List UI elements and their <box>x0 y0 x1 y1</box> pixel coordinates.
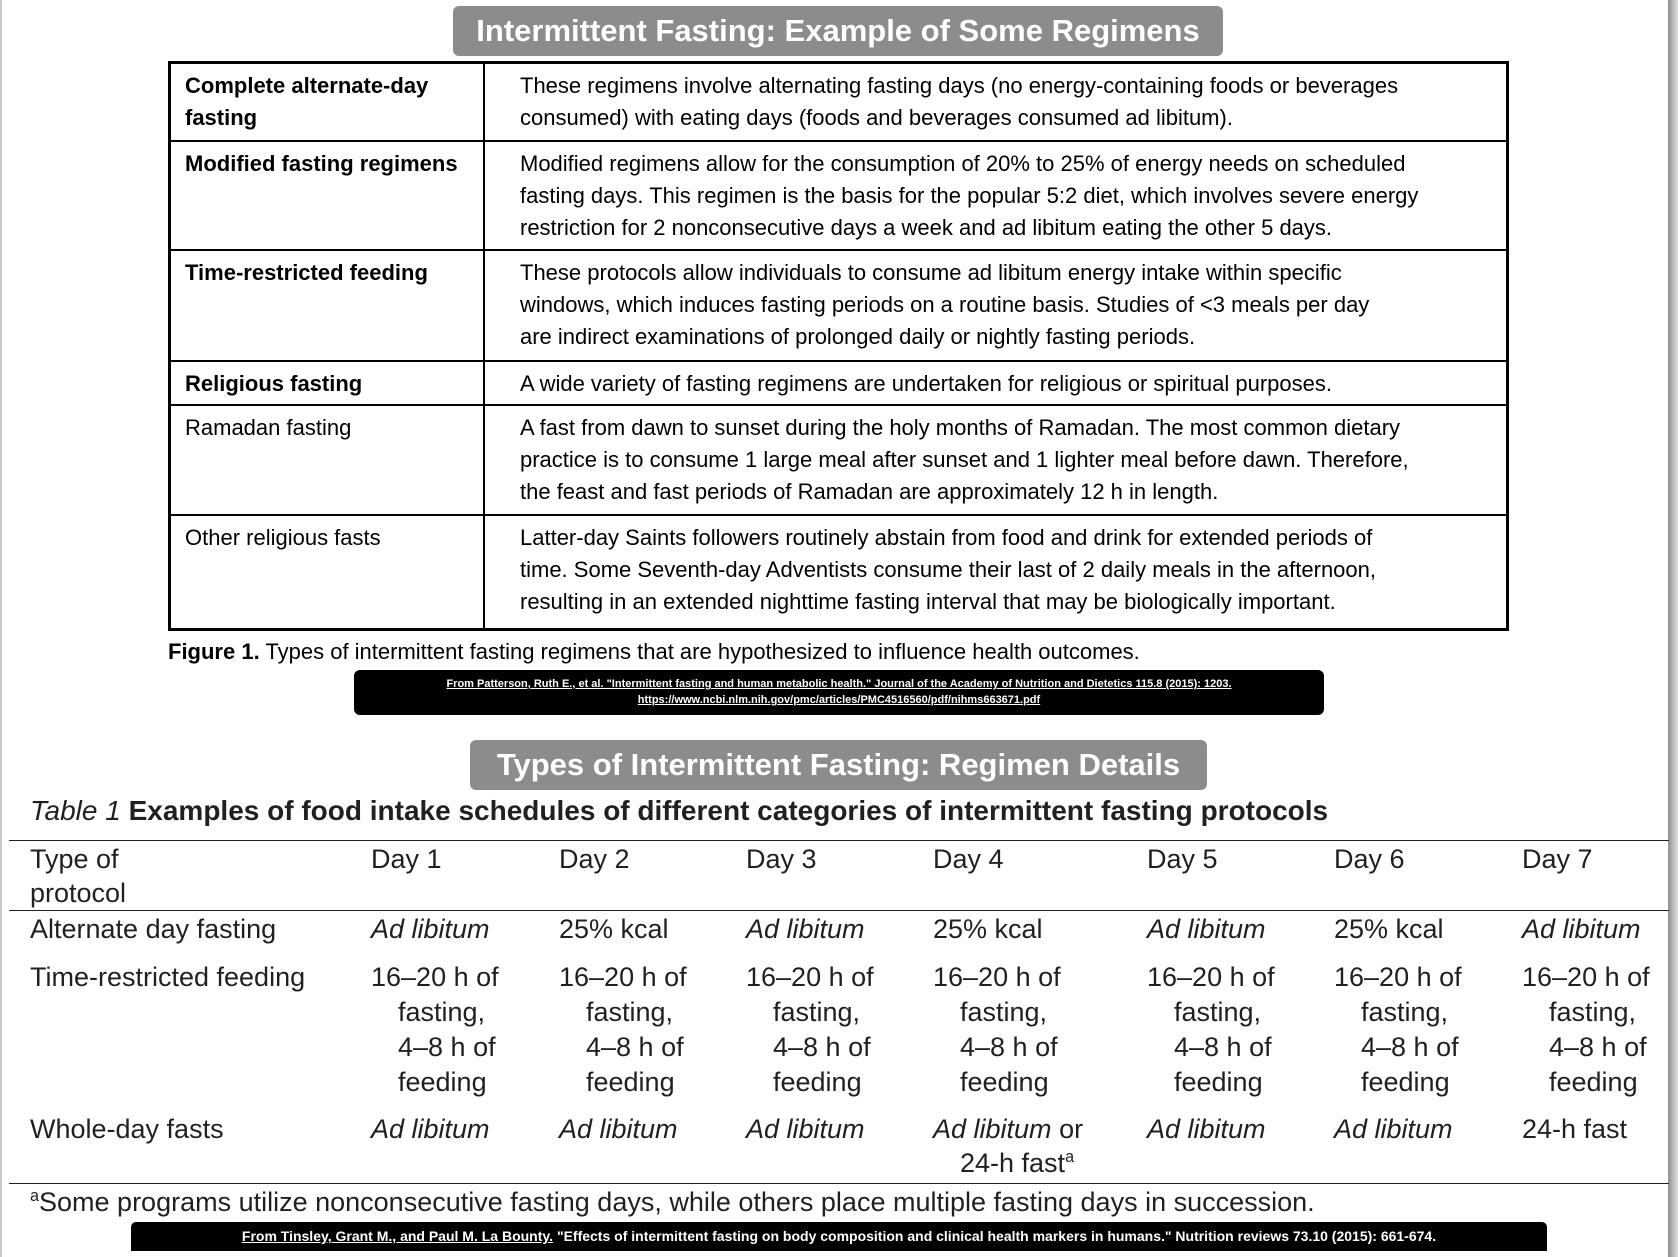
day-value-line: fasting, <box>1174 997 1262 1027</box>
day-cell <box>1334 912 1522 946</box>
day-value: 25% kcal <box>933 914 1043 944</box>
header-day-label: Day 3 <box>746 844 817 874</box>
figure-caption-label: Figure 1. <box>168 639 260 664</box>
protocol-name <box>30 912 371 946</box>
figure-caption-text: Types of intermittent fasting regimens that are hypothesized to influence health outcomes. <box>265 639 1140 664</box>
header-text-line: protocol <box>30 878 127 908</box>
day-value-line: 4–8 h of <box>398 1032 496 1062</box>
day-value: 25% kcal <box>1334 914 1444 944</box>
regimen-label: Religious fasting <box>171 362 485 404</box>
day-value-line: 4–8 h of <box>960 1032 1058 1062</box>
figure-caption <box>168 637 1140 667</box>
citation-reference-link[interactable]: From Patterson, Ruth E., et al. "Intermittent fasting and human metabolic health." Journal of the Academy of Nutrition and Dietetics 115.8 (2015): 1203. <box>446 678 1232 690</box>
protocol-name-text: Alternate day fasting <box>30 914 277 944</box>
day-value: Ad libitum <box>371 914 490 944</box>
footnote-marker: a <box>30 1187 40 1205</box>
day-value-line: fasting, <box>773 997 861 1027</box>
day-value: 25% kcal <box>559 914 669 944</box>
regimen-label: Modified fasting regimens <box>171 142 485 249</box>
regimen-label: Time-restricted feeding <box>171 251 485 360</box>
day-cell <box>933 960 1147 1100</box>
header-day-2 <box>559 842 746 910</box>
regimen-row <box>171 404 1506 514</box>
day-cell <box>1147 1112 1334 1180</box>
schedule-table-title <box>30 793 1328 829</box>
regimen-row <box>171 140 1506 249</box>
day-value-line: feeding <box>773 1067 862 1097</box>
header-type-of-protocol <box>30 842 371 910</box>
day-value-line: feeding <box>1174 1067 1263 1097</box>
day-cell <box>559 912 746 946</box>
description-line: Modified regimens allow for the consumption of 20% to 25% of energy needs on scheduled <box>520 151 1406 176</box>
schedule-header-row <box>30 842 1669 910</box>
day-value-option: Ad libitum <box>933 1114 1052 1144</box>
footnote-marker: a <box>1065 1148 1075 1166</box>
regimen-description <box>485 251 1506 360</box>
header-day-label: Day 5 <box>1147 844 1218 874</box>
regimens-table <box>168 61 1509 631</box>
regimen-row <box>171 64 1506 140</box>
description-line: windows, which induces fasting periods on a routine basis. Studies of <3 meals per day <box>520 292 1370 317</box>
citation-details: "Effects of intermittent fasting on body composition and clinical health markers in humans." Nutrition reviews 73.10 (2015): 661-674. <box>556 1228 1437 1244</box>
day-value-line: 4–8 h of <box>1549 1032 1647 1062</box>
regimen-label: Other religious fasts <box>171 516 485 628</box>
description-line: consumed) with eating days (foods and beverages consumed ad libitum). <box>520 105 1233 130</box>
description-line: time. Some Seventh-day Adventists consume their last of 2 daily meals in the afternoon, <box>520 557 1377 582</box>
description-line: A wide variety of fasting regimens are undertaken for religious or spiritual purposes. <box>520 371 1332 396</box>
table-header-rule <box>9 910 1669 911</box>
day-value-joiner: or <box>1059 1114 1084 1144</box>
day-value-line: fasting, <box>1361 997 1449 1027</box>
regimen-description <box>485 406 1506 514</box>
table-bottom-rule <box>9 1183 1669 1184</box>
description-line: practice is to consume 1 large meal after sunset and 1 lighter meal before dawn. Therefore, <box>520 447 1409 472</box>
protocol-name <box>30 960 371 1100</box>
table-footnote <box>30 1186 1315 1218</box>
description-line: A fast from dawn to sunset during the holy months of Ramadan. The most common dietary <box>520 415 1401 440</box>
regimen-description <box>485 516 1506 628</box>
regimen-row <box>171 514 1506 628</box>
day-value-line: fasting, <box>960 997 1048 1027</box>
citation-url-link[interactable]: https://www.ncbi.nlm.nih.gov/pmc/articles/PMC4516560/pdf/nihms663671.pdf <box>637 694 1041 706</box>
regimen-description <box>485 362 1506 404</box>
day-value-line: feeding <box>1361 1067 1450 1097</box>
header-day-label: Day 1 <box>371 844 442 874</box>
day-value-line <box>933 1112 1147 1146</box>
section-title-regimens: Intermittent Fasting: Example of Some Regimens <box>453 6 1223 56</box>
header-day-7 <box>1522 842 1669 910</box>
day-value-line: 4–8 h of <box>1174 1032 1272 1062</box>
section-title-regimen-details: Types of Intermittent Fasting: Regimen Details <box>470 740 1207 790</box>
protocol-name-text: Whole-day fasts <box>30 1114 224 1144</box>
day-cell <box>1334 960 1522 1100</box>
citation-authors: From Tinsley, Grant M., and Paul M. La Bounty. <box>241 1228 554 1244</box>
day-cell <box>1147 960 1334 1100</box>
day-value-line: feeding <box>960 1067 1049 1097</box>
day-cell <box>559 960 746 1100</box>
regimen-description <box>485 142 1506 249</box>
day-value-line: 16–20 h of <box>1147 962 1275 992</box>
day-cell <box>1334 1112 1522 1180</box>
schedule-row-time-restricted <box>30 960 1669 1100</box>
day-cell <box>746 960 933 1100</box>
day-value: 24-h fast <box>1522 1114 1628 1144</box>
day-value: Ad libitum <box>746 1114 865 1144</box>
slide-left-edge <box>0 0 2 1257</box>
protocol-name <box>30 1112 371 1180</box>
description-line: These regimens involve alternating fasting days (no energy-containing foods or beverages <box>520 73 1399 98</box>
description-line: These protocols allow individuals to consume ad libitum energy intake within specific <box>520 260 1342 285</box>
description-line: fasting days. This regimen is the basis for the popular 5:2 diet, which involves severe energy <box>520 183 1419 208</box>
description-line: are indirect examinations of prolonged daily or nightly fasting periods. <box>520 324 1196 349</box>
day-cell <box>1522 1112 1669 1180</box>
day-value-line: fasting, <box>1549 997 1637 1027</box>
regimen-label: Ramadan fasting <box>171 406 485 514</box>
regimen-row <box>171 360 1506 404</box>
day-value-line: fasting, <box>398 997 486 1027</box>
day-value-line: 4–8 h of <box>773 1032 871 1062</box>
day-value-line: 4–8 h of <box>1361 1032 1459 1062</box>
regimen-row <box>171 249 1506 360</box>
header-day-5 <box>1147 842 1334 910</box>
table-top-rule <box>9 840 1669 841</box>
day-value-line: 16–20 h of <box>559 962 687 992</box>
description-line: resulting in an extended nighttime fasting interval that may be biologically important. <box>520 589 1336 614</box>
day-cell <box>371 1112 559 1180</box>
header-day-label: Day 7 <box>1522 844 1593 874</box>
day-value-line: feeding <box>1549 1067 1638 1097</box>
header-day-1 <box>371 842 559 910</box>
footnote-text: Some programs utilize nonconsecutive fasting days, while others place multiple fasting days in succession. <box>39 1187 1315 1217</box>
header-text-line: Type of <box>30 844 119 874</box>
header-day-3 <box>746 842 933 910</box>
schedule-table-heading: Examples of food intake schedules of different categories of intermittent fasting protocols <box>128 795 1329 826</box>
day-value-line: feeding <box>586 1067 675 1097</box>
header-day-label: Day 4 <box>933 844 1004 874</box>
header-day-6 <box>1334 842 1522 910</box>
description-line: the feast and fast periods of Ramadan are approximately 12 h in length. <box>520 479 1219 504</box>
day-cell <box>371 912 559 946</box>
day-value: Ad libitum <box>1147 914 1266 944</box>
day-value-option: 24-h fast <box>960 1148 1066 1178</box>
day-cell <box>559 1112 746 1180</box>
day-value-line: 16–20 h of <box>1334 962 1462 992</box>
day-value-line: fasting, <box>586 997 674 1027</box>
regimen-label: Complete alternate-day fasting <box>171 64 485 140</box>
citation-tinsley <box>131 1222 1547 1251</box>
header-day-label: Day 2 <box>559 844 630 874</box>
day-value: Ad libitum <box>1522 914 1641 944</box>
day-value-line: 16–20 h of <box>746 962 874 992</box>
day-cell <box>746 1112 933 1180</box>
schedule-row-whole-day <box>30 1112 1669 1180</box>
day-cell <box>1522 912 1669 946</box>
day-value-line: feeding <box>398 1067 487 1097</box>
day-cell <box>933 1112 1147 1180</box>
slide-right-shadow <box>1668 0 1678 1257</box>
day-value-line: 4–8 h of <box>586 1032 684 1062</box>
day-value: Ad libitum <box>1147 1114 1266 1144</box>
protocol-name-text: Time-restricted feeding <box>30 962 306 992</box>
day-cell <box>1147 912 1334 946</box>
day-cell <box>371 960 559 1100</box>
header-day-4 <box>933 842 1147 910</box>
citation-patterson <box>354 670 1324 715</box>
day-cell <box>933 912 1147 946</box>
day-value: Ad libitum <box>746 914 865 944</box>
description-line: Latter-day Saints followers routinely abstain from food and drink for extended periods of <box>520 525 1373 550</box>
schedule-row-alternate-day <box>30 912 1669 946</box>
day-value: Ad libitum <box>1334 1114 1453 1144</box>
day-value: Ad libitum <box>371 1114 490 1144</box>
day-value: Ad libitum <box>559 1114 678 1144</box>
day-value-line: 16–20 h of <box>933 962 1061 992</box>
day-value-line: 16–20 h of <box>1522 962 1650 992</box>
schedule-table-label: Table 1 <box>30 795 121 826</box>
description-line: restriction for 2 nonconsecutive days a week and ad libitum eating the other 5 days. <box>520 215 1333 240</box>
day-value-line <box>933 1146 1147 1180</box>
header-day-label: Day 6 <box>1334 844 1405 874</box>
day-cell <box>1522 960 1669 1100</box>
day-value-line: 16–20 h of <box>371 962 499 992</box>
day-cell <box>746 912 933 946</box>
regimen-description <box>485 64 1506 140</box>
